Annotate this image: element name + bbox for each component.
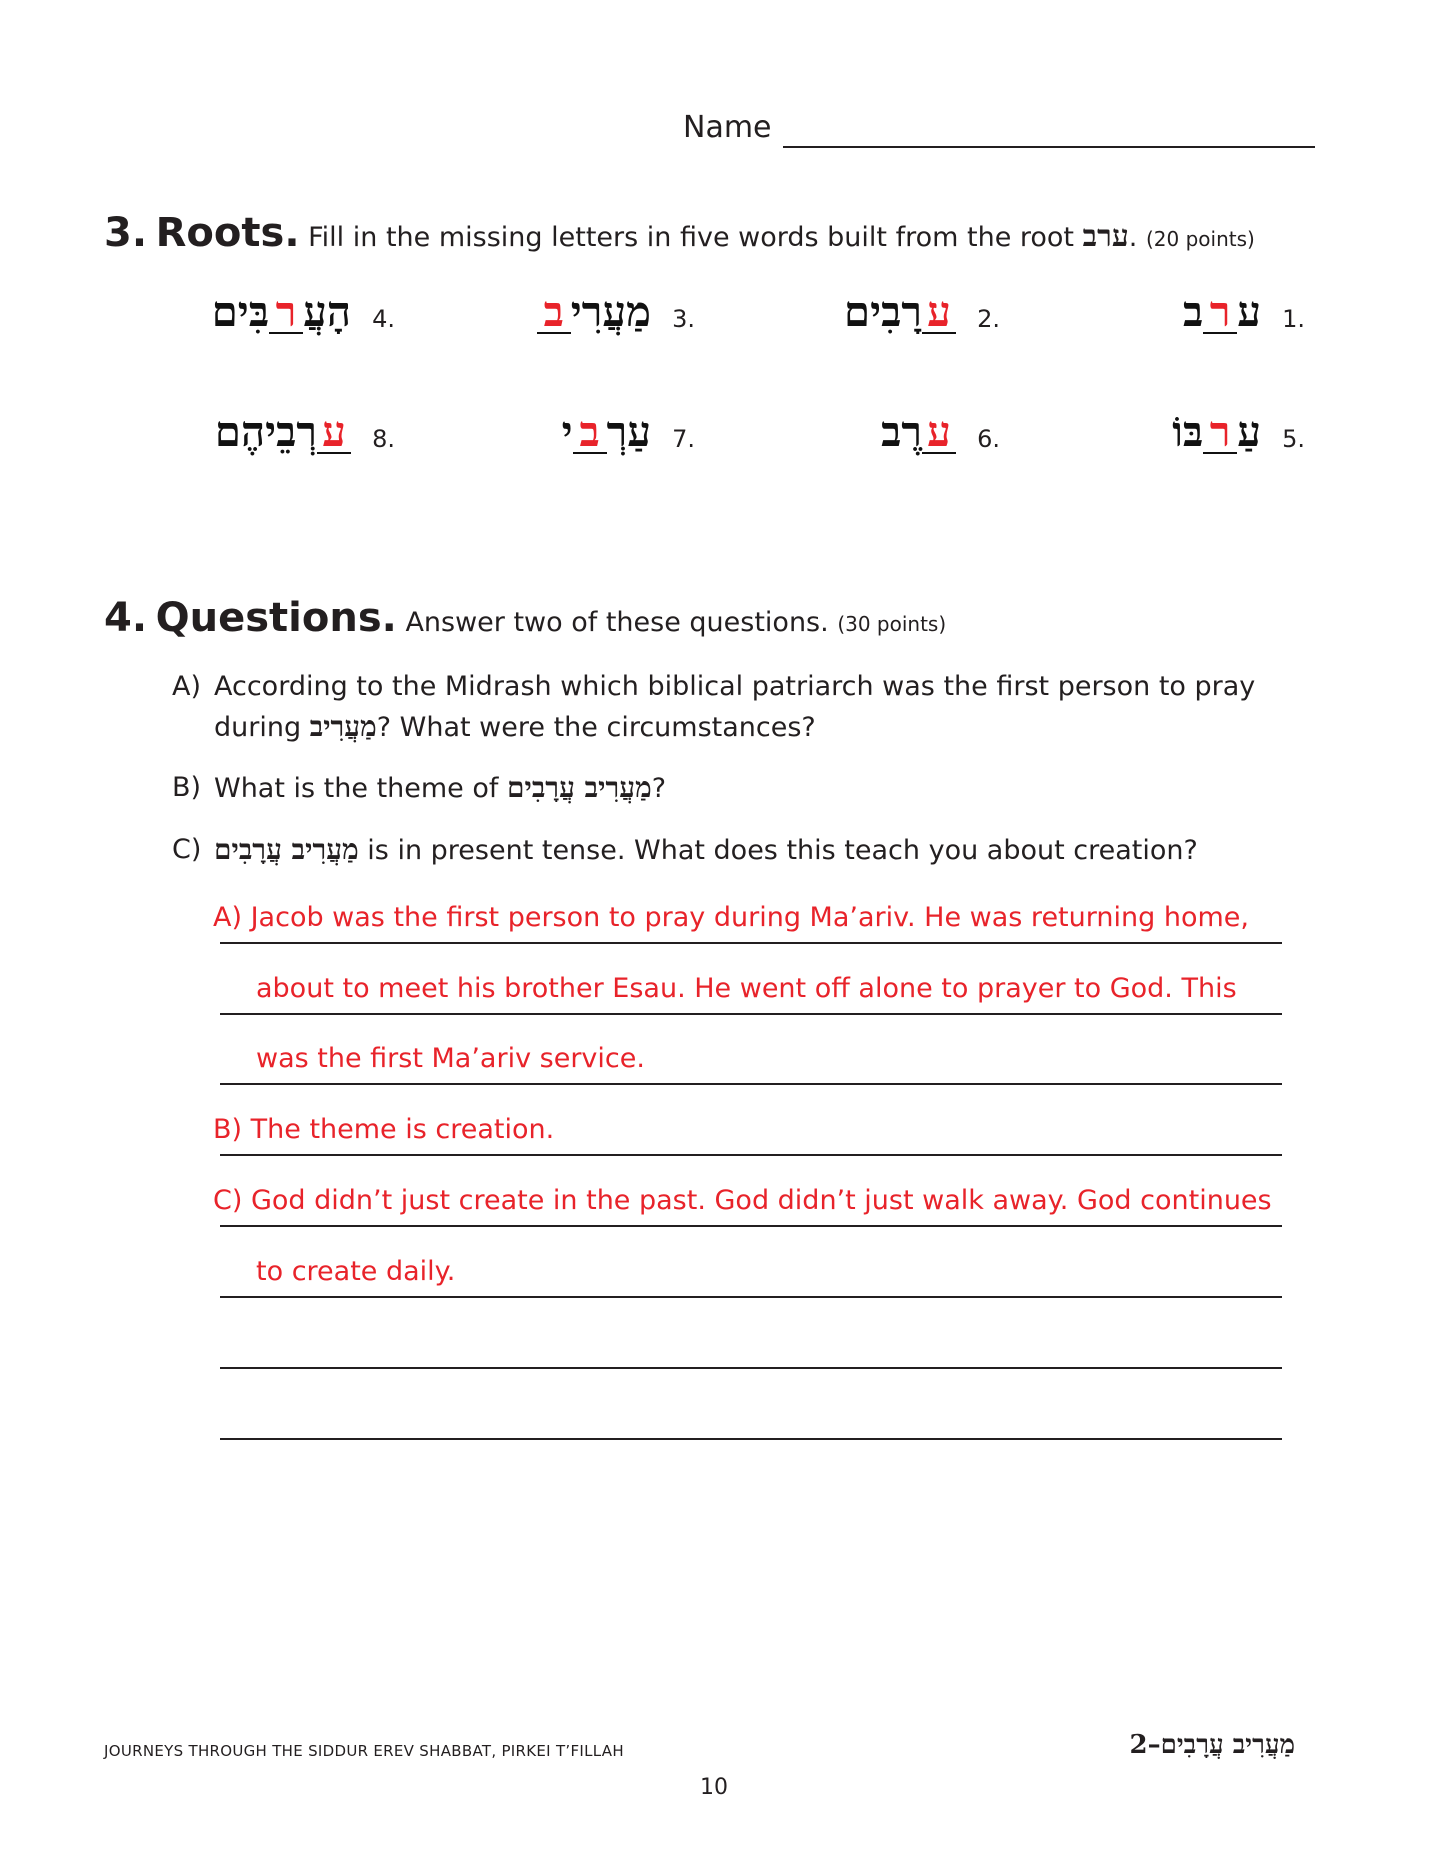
section-3-heading bbox=[104, 210, 1255, 256]
root-item-number: 6. bbox=[977, 425, 1000, 453]
question-a bbox=[172, 667, 1312, 747]
root-item-number: 2. bbox=[977, 305, 1000, 333]
hebrew-letters: בִּים bbox=[211, 287, 270, 336]
hebrew-letters: בּוֹ bbox=[1172, 407, 1204, 456]
answer-line-4: B) The theme is creation. bbox=[213, 1114, 555, 1145]
question-a-line2 bbox=[214, 707, 1274, 748]
root-item bbox=[435, 405, 695, 465]
section-4-instruction: Answer two of these questions. bbox=[405, 607, 829, 638]
root-item-number: 3. bbox=[672, 305, 695, 333]
root-item bbox=[740, 285, 1000, 345]
hebrew-letters: ב bbox=[1182, 287, 1204, 336]
question-c bbox=[172, 830, 1312, 870]
root-word: ערב bbox=[1082, 219, 1129, 254]
hebrew-word bbox=[215, 407, 351, 457]
answer-line[interactable] bbox=[220, 1367, 1282, 1369]
missing-letter-blank[interactable]: ר bbox=[269, 292, 303, 334]
section-4-heading bbox=[104, 595, 946, 641]
root-item-number: 5. bbox=[1282, 425, 1305, 453]
root-item bbox=[135, 285, 395, 345]
root-item-number: 7. bbox=[672, 425, 695, 453]
missing-letter-blank[interactable]: ר bbox=[1203, 412, 1237, 454]
root-item bbox=[435, 285, 695, 345]
question-b-hebrew: מַעֲרִיב עֲרָבִים bbox=[507, 771, 652, 804]
hebrew-letters: עַ bbox=[1237, 407, 1261, 456]
root-item bbox=[135, 405, 395, 465]
root-item-number: 1. bbox=[1282, 305, 1305, 333]
answer-line[interactable] bbox=[220, 1225, 1282, 1227]
section-3-instruction: Fill in the missing letters in five words built from the root bbox=[308, 222, 1075, 253]
answer-line-3: was the first Ma’ariv service. bbox=[256, 1043, 645, 1074]
question-a-line1: According to the Midrash which biblical patriarch was the first person to pray bbox=[214, 671, 1256, 702]
hebrew-letters: רֶב bbox=[881, 407, 922, 456]
hebrew-letters: רְבֵיהֶם bbox=[214, 407, 317, 456]
question-b-letter: B) bbox=[172, 772, 202, 803]
question-a-letter: A) bbox=[172, 671, 202, 702]
question-b bbox=[172, 768, 1312, 808]
missing-letter-blank[interactable]: ב bbox=[573, 412, 607, 454]
answer-line-6: to create daily. bbox=[256, 1256, 456, 1287]
root-suffix: . bbox=[1128, 222, 1138, 253]
footer-book-title: JOURNEYS THROUGH THE SIDDUR EREV SHABBAT, PIRKEI T’FILLAH bbox=[104, 1742, 624, 1760]
hebrew-word bbox=[1183, 287, 1261, 337]
hebrew-letters: הָעֲ bbox=[303, 287, 351, 336]
name-label: Name bbox=[683, 110, 772, 145]
missing-letter-blank[interactable]: ע bbox=[922, 412, 956, 454]
root-item-number: 8. bbox=[372, 425, 395, 453]
question-a-hebrew: מַעֲרִיב bbox=[309, 710, 377, 743]
answer-line[interactable] bbox=[220, 1438, 1282, 1440]
answer-line[interactable] bbox=[220, 942, 1282, 944]
root-item bbox=[1045, 405, 1305, 465]
answer-line-5: C) God didn’t just create in the past. God didn’t just walk away. God continues bbox=[213, 1185, 1272, 1216]
question-a-rest: ? What were the circumstances? bbox=[376, 712, 816, 743]
question-c-hebrew: מַעֲרִיב עֲרָבִים bbox=[214, 833, 359, 866]
hebrew-letters: רָבִים bbox=[843, 287, 922, 336]
hebrew-letters: מַעֲרִי bbox=[570, 287, 651, 336]
hebrew-word bbox=[537, 287, 651, 337]
question-b-text: What is the theme of bbox=[214, 773, 499, 804]
section-3-points: (20 points) bbox=[1145, 227, 1255, 251]
section-4-title: Questions. bbox=[155, 595, 397, 641]
question-c-text: is in present tense. What does this teach you about creation? bbox=[367, 835, 1198, 866]
section-3-title: Roots. bbox=[155, 210, 300, 256]
missing-letter-blank[interactable]: ר bbox=[1203, 292, 1237, 334]
question-b-end: ? bbox=[651, 773, 667, 804]
name-field bbox=[683, 110, 1313, 150]
missing-letter-blank[interactable]: ע bbox=[317, 412, 351, 454]
answer-line-2: about to meet his brother Esau. He went off alone to prayer to God. This bbox=[256, 973, 1237, 1004]
hebrew-letters: ע bbox=[1237, 287, 1261, 336]
answer-line[interactable] bbox=[220, 1083, 1282, 1085]
root-item-number: 4. bbox=[372, 305, 395, 333]
section-3-number: 3. bbox=[104, 210, 148, 256]
hebrew-word bbox=[881, 407, 956, 457]
missing-letter-blank[interactable]: ב bbox=[537, 292, 571, 334]
answer-line-1: A) Jacob was the first person to pray during Ma’ariv. He was returning home, bbox=[213, 902, 1249, 933]
name-input-line[interactable] bbox=[783, 146, 1315, 148]
root-item bbox=[740, 405, 1000, 465]
hebrew-letters: עַרְ bbox=[606, 407, 651, 456]
hebrew-letters: י bbox=[561, 407, 573, 456]
hebrew-word bbox=[844, 287, 956, 337]
answer-line[interactable] bbox=[220, 1154, 1282, 1156]
footer-chapter: מַעֲרִיב עֲרָבִים–2 bbox=[1129, 1730, 1295, 1760]
answer-line[interactable] bbox=[220, 1296, 1282, 1298]
answer-line[interactable] bbox=[220, 1013, 1282, 1015]
section-4-number: 4. bbox=[104, 595, 148, 641]
question-a-during: during bbox=[214, 712, 302, 743]
hebrew-word bbox=[212, 287, 351, 337]
page-number: 10 bbox=[700, 1775, 728, 1800]
hebrew-word bbox=[1172, 407, 1261, 457]
section-4-points: (30 points) bbox=[837, 612, 947, 636]
root-item bbox=[1045, 285, 1305, 345]
question-c-letter: C) bbox=[172, 834, 202, 865]
missing-letter-blank[interactable]: ע bbox=[922, 292, 956, 334]
hebrew-word bbox=[562, 407, 651, 457]
